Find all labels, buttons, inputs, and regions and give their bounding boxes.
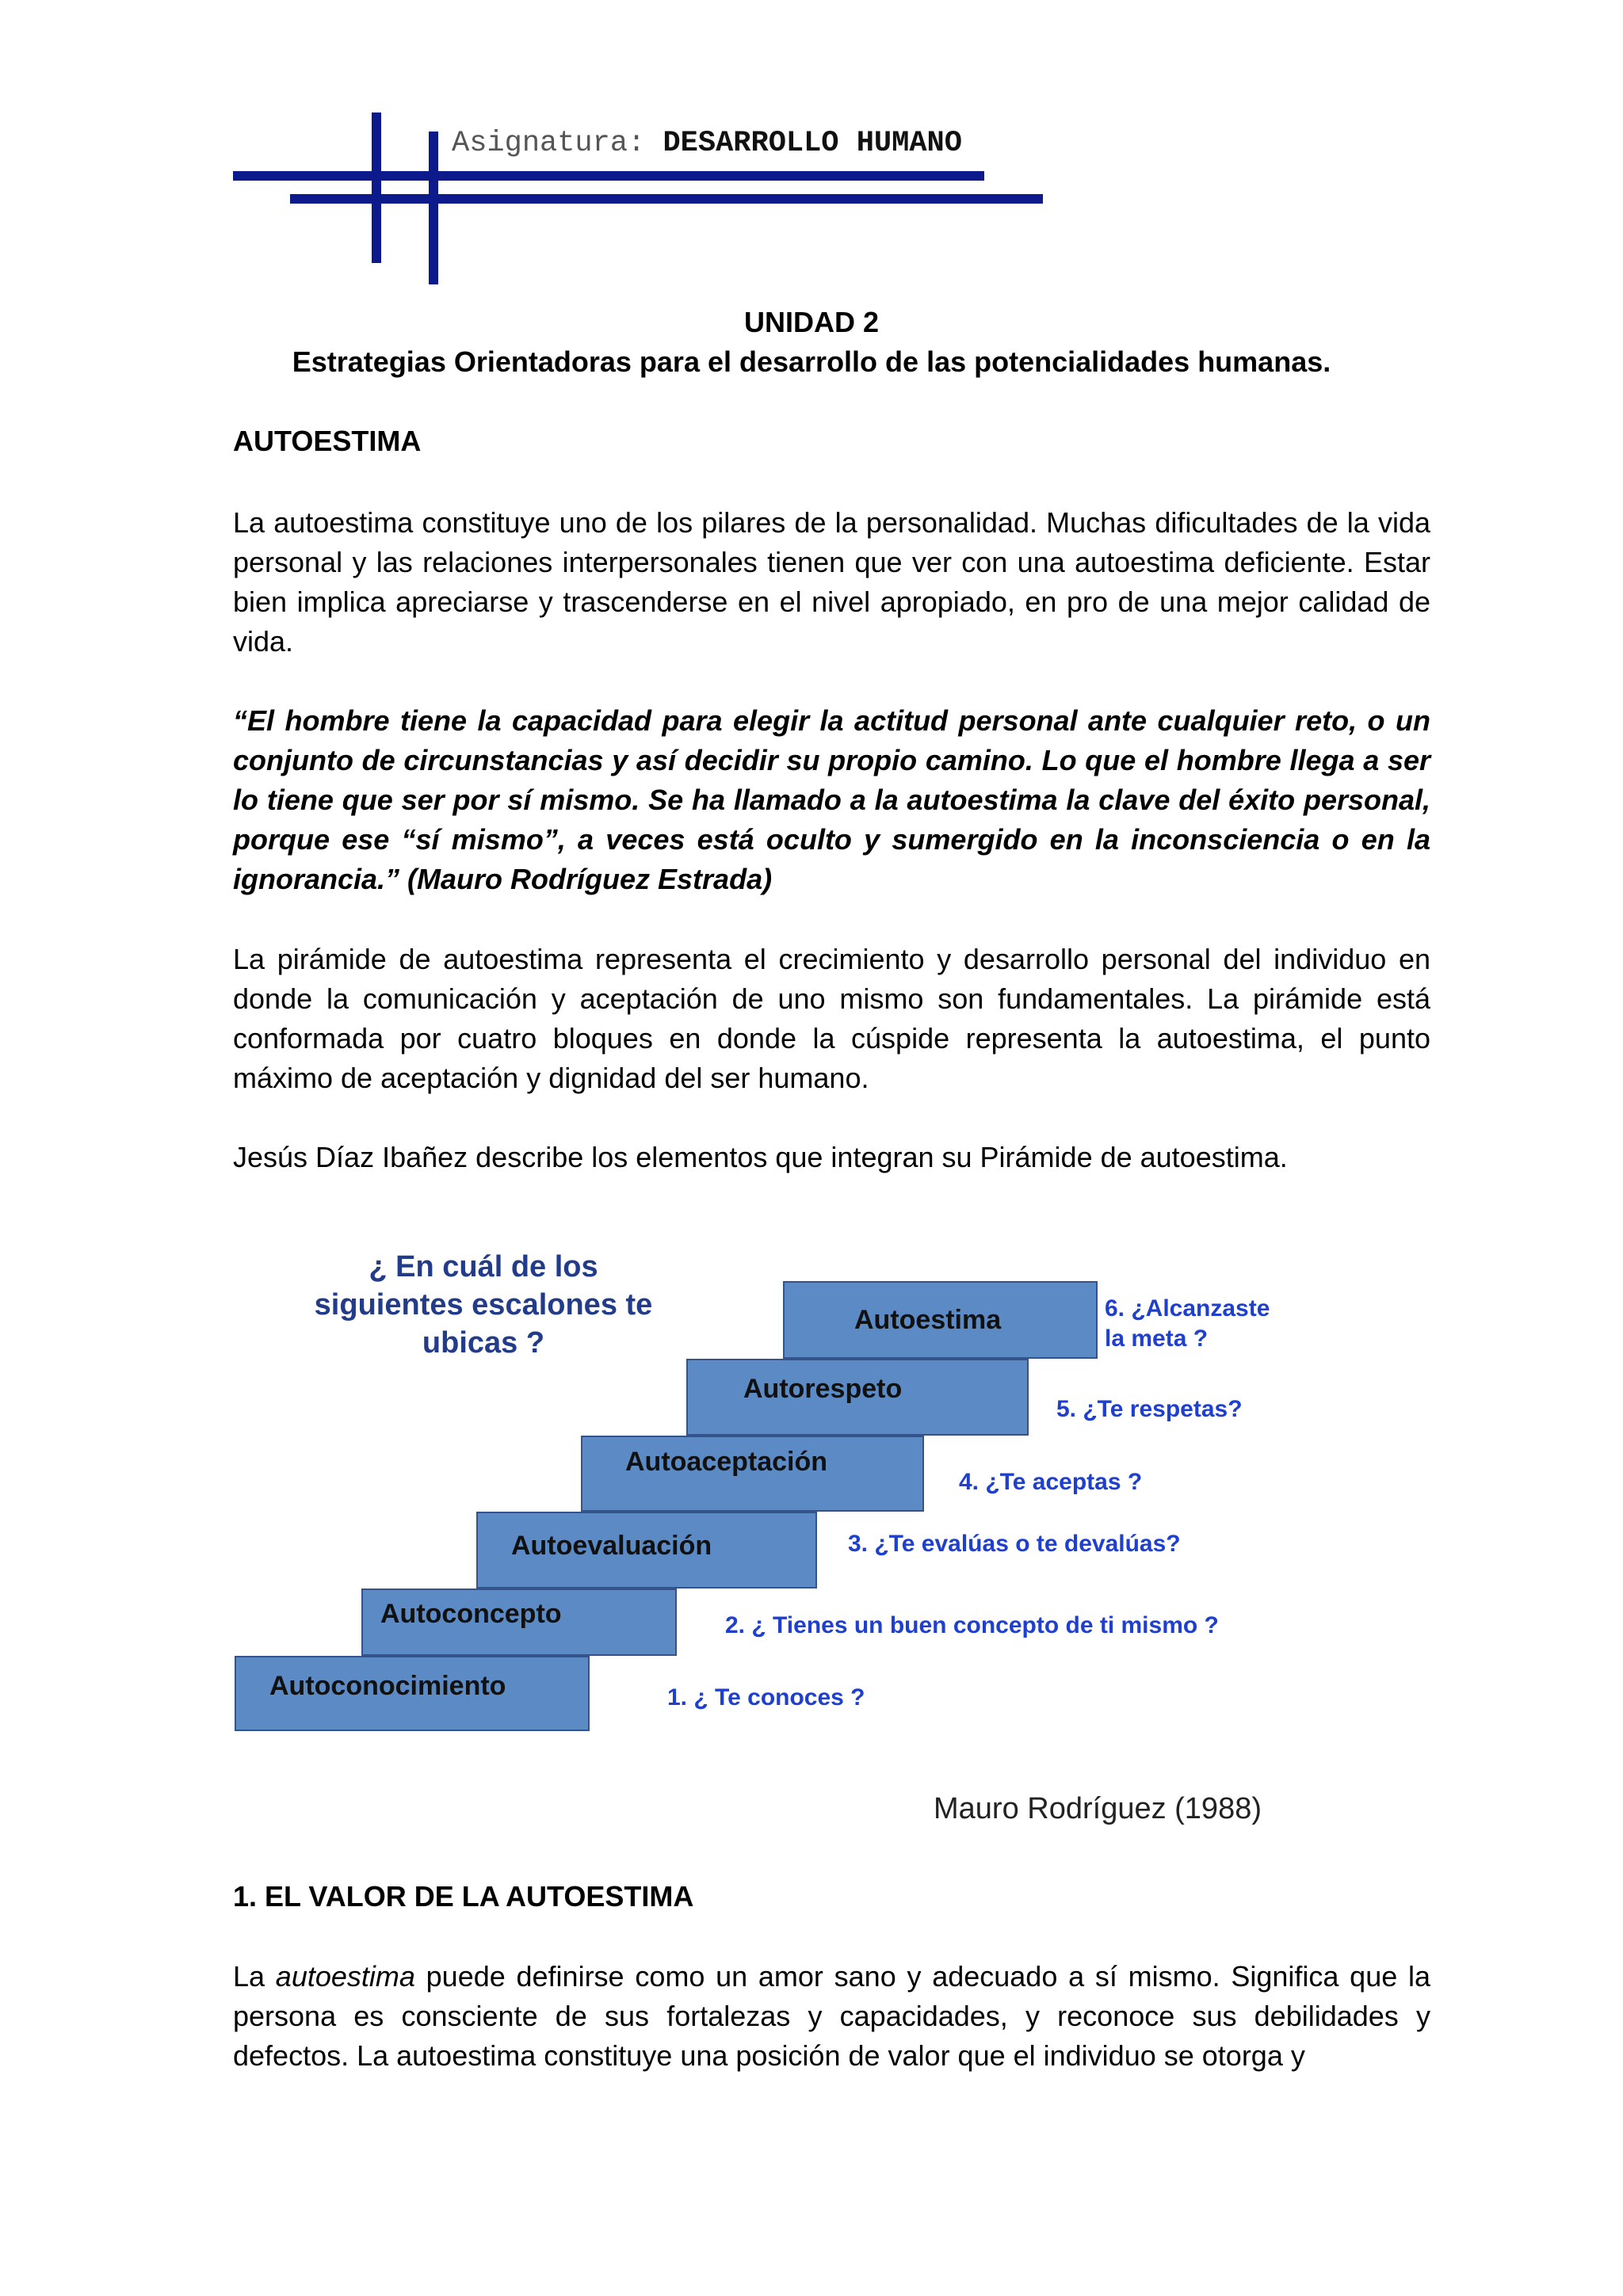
logo-bar xyxy=(429,132,438,284)
question-5: 5. ¿Te respetas? xyxy=(1056,1396,1243,1422)
question-4: 4. ¿Te aceptas ? xyxy=(959,1469,1143,1495)
section-heading: AUTOESTIMA xyxy=(233,425,422,457)
question-3: 3. ¿Te evalúas o te devalúas? xyxy=(848,1531,1181,1557)
paragraph: La autoestima constituye uno de los pilares de la personalidad. Muchas dificultades de la vida personal y las relaciones interpersonales tienen que ver con una autoestima deficiente. Estar bien implica apreciarse y trascenderse en el nivel apropiado, en pro de una mejor calidad de vida. xyxy=(233,506,1430,658)
step-autoaceptacion xyxy=(581,1436,924,1512)
step-label: Autoconocimiento xyxy=(269,1671,506,1701)
paragraph: Jesús Díaz Ibañez describe los elementos que integran su Pirámide de autoestima. xyxy=(233,1141,1288,1173)
step-autoconocimiento xyxy=(235,1656,590,1731)
step-autoevaluacion xyxy=(476,1512,817,1589)
question-2: 2. ¿ Tienes un buen concepto de ti mismo ? xyxy=(725,1612,1219,1638)
diagram-credit: Mauro Rodríguez (1988) xyxy=(934,1792,1262,1825)
subject-label: Asignatura: xyxy=(452,127,646,160)
step-label: Autoaceptación xyxy=(625,1446,828,1477)
quote: “El hombre tiene la capacidad para elegir la actitud personal ante cualquier reto, o un conjunto de circunstancias y así decidir su propio camino. Lo que el hombre llega a ser lo tiene que ser por sí mismo. Se ha llamado a la autoestima la clave del éxito personal, porque ese “sí mismo”, a veces está oculto y sumergido en la inconsciencia o en la ignorancia.” (Mauro Rodríguez Estrada) xyxy=(233,704,1430,895)
subject-name: DESARROLLO HUMANO xyxy=(663,127,962,160)
unit-title: UNIDAD 2 xyxy=(743,306,879,338)
emphasis-term: autoestima xyxy=(275,1960,415,1993)
text: La xyxy=(233,1960,276,1993)
step-autoconcepto xyxy=(361,1589,677,1656)
question-6: 6. ¿Alcanzaste la meta ? xyxy=(1105,1295,1270,1352)
text: puede definirse como un amor sano y adecuado a sí mismo. Significa que la persona es consciente de sus fortalezas y capacidades, y reconoce sus debilidades y defectos. La autoestima constituye una posición de valor que el individuo se otorga y xyxy=(233,1960,1430,2072)
logo-bar xyxy=(233,171,984,181)
step-autoestima xyxy=(783,1281,1098,1359)
step-label: Autoevaluación xyxy=(511,1531,712,1561)
unit-subtitle: Estrategias Orientadoras para el desarrollo de las potencialidades humanas. xyxy=(292,345,1331,378)
paragraph: La pirámide de autoestima representa el crecimiento y desarrollo personal del individuo en donde la comunicación y aceptación de uno mismo son fundamentales. La pirámide está conformada por cuatro bloques en donde la cúspide representa la autoestima, el punto máximo de aceptación y dignidad del ser humano. xyxy=(233,943,1430,1094)
step-label: Autoestima xyxy=(854,1304,1002,1335)
step-label: Autoconcepto xyxy=(380,1599,562,1629)
subject-line xyxy=(452,127,962,160)
logo-bar xyxy=(290,194,1043,204)
step-autorespeto xyxy=(686,1359,1029,1436)
paragraph xyxy=(233,1957,1430,2076)
logo-bar xyxy=(372,113,381,263)
section-heading: 1. EL VALOR DE LA AUTOESTIMA xyxy=(233,1880,694,1913)
diagram-title: ¿ En cuál de los siguientes escalones te ubicas ? xyxy=(314,1250,653,1360)
question-1: 1. ¿ Te conoces ? xyxy=(667,1684,865,1711)
step-label: Autorespeto xyxy=(743,1374,903,1404)
